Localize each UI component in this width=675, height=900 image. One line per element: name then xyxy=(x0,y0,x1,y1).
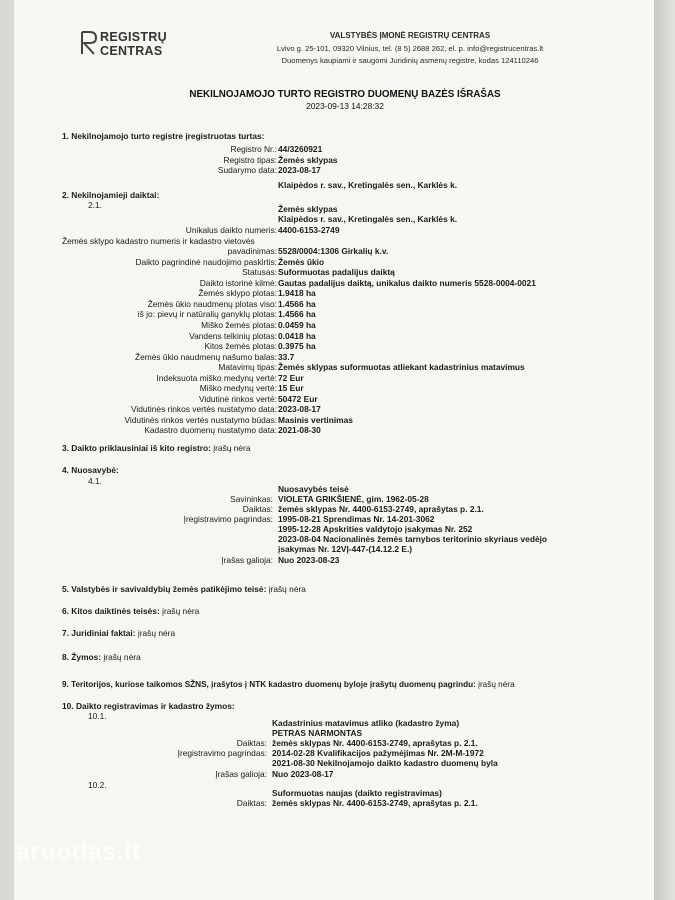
s1-value: 2023-08-17 xyxy=(278,165,321,176)
s4-basis-3: 2023-08-04 Nacionalinės žemės tarnybos teritorinio skyriaus vedėjo xyxy=(278,534,548,544)
s10-2-thing: žemės sklypas Nr. 4400-6153-2749, aprašytas p. 2.1. xyxy=(272,798,478,808)
header-address: Lvivo g. 25-101, 09320 Vilnius, tel. (8 5) 2688 262, el. p. info@registrucentras.lt xyxy=(276,44,544,53)
s10-1-valid-label: Įrašas galioja: xyxy=(215,769,267,779)
section-7-heading: 7. Juridiniai faktai: xyxy=(62,628,136,638)
s1-label: Registro tipas: xyxy=(223,154,277,165)
s2-label: Miško žemės plotas: xyxy=(201,319,277,330)
s2-label: Žemės ūkio naudmenų plotas viso: xyxy=(147,298,277,309)
s4-item-number: 4.1. xyxy=(88,476,102,486)
section-4-heading: 4. Nuosavybė: xyxy=(62,465,119,475)
s10-1-valid: Nuo 2023-08-17 xyxy=(272,769,334,779)
s2-address: Klaipėdos r. sav., Kretingalės sen., Karklės k. xyxy=(278,214,458,224)
s2-label: iš jo: pievų ir natūralių ganyklų plotas: xyxy=(137,309,277,320)
s4-owner: VIOLETA GRIKŠIENĖ, gim. 1962-05-28 xyxy=(278,494,429,504)
s2-label: Statusas: xyxy=(242,267,277,278)
s2-value: Gautas padalijus daiktą, unikalus daikto numeris 5528-0004-0021 xyxy=(278,277,536,288)
s4-owner-label: Savininkas: xyxy=(230,494,273,504)
s10-2-thing-label: Daiktas: xyxy=(236,798,267,808)
section-3-value: įrašų nėra xyxy=(213,443,251,453)
section-10-heading: 10. Daikto registravimas ir kadastro žymos: xyxy=(62,701,235,711)
s2-label: pavadinimas: xyxy=(227,246,277,257)
s10-2-number: 10.2. xyxy=(88,780,107,790)
s2-value: Masinis vertinimas xyxy=(278,414,353,425)
s2-value: 0.0459 ha xyxy=(278,319,316,330)
s2-label: Unikalus daikto numeris: xyxy=(185,225,277,235)
s2-label: Vidutinės rinkos vertės nustatymo būdas: xyxy=(124,414,277,425)
s2-label: Vidutinė rinkos vertė: xyxy=(198,393,277,404)
s2-value: 15 Eur xyxy=(278,383,304,394)
section-6-value: įrašų nėra xyxy=(162,606,200,616)
s2-value: Žemės sklypas suformuotas atliekant kadastrinius matavimus xyxy=(278,362,525,373)
s2-value: 72 Eur xyxy=(278,372,304,383)
s2-value: 1.4566 ha xyxy=(278,309,316,320)
section-8 xyxy=(62,652,141,662)
s2-value: 2023-08-17 xyxy=(278,404,321,415)
s10-1-thing: žemės sklypas Nr. 4400-6153-2749, aprašytas p. 2.1. xyxy=(272,738,478,748)
s2-label: Žemės sklypo kadastro numeris ir kadastro vietovės xyxy=(62,235,255,246)
s2-value: 4400-6153-2749 xyxy=(278,225,340,235)
section-7-value: įrašų nėra xyxy=(137,628,176,638)
section-6 xyxy=(62,606,199,616)
s10-2-line1: Suformuotas naujas (daikto registravimas) xyxy=(272,788,442,798)
section-7 xyxy=(62,628,175,638)
s2-label: Indeksuota miško medynų vertė: xyxy=(156,372,277,383)
s1-label: Sudarymo data: xyxy=(217,165,277,176)
s4-right: Nuosavybės teisė xyxy=(278,484,349,494)
s4-basis-1: 1995-08-21 Sprendimas Nr. 14-201-3062 xyxy=(278,514,435,524)
s2-label: Vidutinės rinkos vertės nustatymo data: xyxy=(130,404,277,415)
s2-item-number: 2.1. xyxy=(88,200,102,210)
section-5-value: įrašų nėra xyxy=(268,584,306,594)
section-8-value: įrašų nėra xyxy=(103,652,141,662)
section-5-heading: 5. Valstybės ir savivaldybių žemės patikėjimo teisė: xyxy=(62,584,267,594)
document-date: 2023-09-13 14:28:32 xyxy=(306,101,384,111)
s10-1-basis-2: 2021-08-30 Nekilnojamojo daikto kadastro duomenų byla xyxy=(272,758,498,768)
s10-1-line2: PETRAS NARMONTAS xyxy=(272,728,363,738)
s2-value: Žemės ūkio xyxy=(278,256,325,267)
page-edge xyxy=(654,0,675,900)
s4-basis-label: Įregistravimo pagrindas: xyxy=(183,514,273,524)
s1-address: Klaipėdos r. sav., Kretingalės sen., Karklės k. xyxy=(278,180,458,190)
logo-line-1: REGISTRŲ xyxy=(100,30,167,44)
section-9-value: įrašų nėra xyxy=(478,680,515,689)
s2-label: Vandens telkinių plotas: xyxy=(189,330,277,341)
s2-label: Žemės sklypo plotas: xyxy=(198,288,277,299)
section-6-heading: 6. Kitos daiktinės teisės: xyxy=(62,606,160,616)
s10-1-number: 10.1. xyxy=(88,711,107,721)
s2-value: 33.7 xyxy=(278,351,295,362)
s4-thing-label: Daiktas: xyxy=(242,504,273,514)
s4-basis-2: 1995-12-28 Apskrities valdytojo įsakymas Nr. 252 xyxy=(278,524,473,534)
s2-value: 0.3975 ha xyxy=(278,341,316,352)
s4-valid: Nuo 2023-08-23 xyxy=(278,555,340,565)
s2-value: 0.0418 ha xyxy=(278,330,316,341)
s2-value: 2021-08-30 xyxy=(278,425,321,436)
logo-line-2: CENTRAS xyxy=(100,44,163,58)
s10-1-line1: Kadastrinius matavimus atliko (kadastro žyma) xyxy=(272,718,460,728)
s2-label: Daikto istorinė kilmė: xyxy=(199,277,277,288)
s2-value: 5528/0004:1306 Girkalių k.v. xyxy=(278,246,389,257)
s2-label: Žemės ūkio naudmenų našumo balas: xyxy=(135,351,277,362)
s2-label: Kitos žemės plotas: xyxy=(204,341,277,352)
s1-value: 44/3260921 xyxy=(278,144,323,154)
s4-basis-4: įsakymas Nr. 12VĮ-447-(14.12.2 E.) xyxy=(278,544,413,554)
header-org: VALSTYBĖS ĮMONĖ REGISTRŲ CENTRAS xyxy=(329,31,491,40)
s1-value: Žemės sklypas xyxy=(278,154,338,165)
header-note: Duomenys kaupiami ir saugomi Juridinių asmenų registre, kodas 124110246 xyxy=(281,56,539,65)
s2-label: Kadastro duomenų nustatymo data: xyxy=(144,425,277,436)
s10-1-basis-label: Įregistravimo pagrindas: xyxy=(177,748,267,758)
document-title: NEKILNOJAMOJO TURTO REGISTRO DUOMENŲ BAZĖS IŠRAŠAS xyxy=(189,89,501,100)
s2-value: 1.9418 ha xyxy=(278,288,316,299)
aruodas-watermark: aruodas.lt xyxy=(16,838,141,866)
section-5 xyxy=(62,584,306,594)
section-8-heading: 8. Žymos: xyxy=(62,652,102,662)
section-9-heading: 9. Teritorijos, kuriose taikomos SŽNS, įrašytos į NTK kadastro duomenų byloje įrašytų duomenų pagrindu: xyxy=(62,680,476,689)
s2-value: Suformuotas padalijus daiktą xyxy=(278,267,395,278)
section-3 xyxy=(62,443,251,453)
s4-thing: žemės sklypas Nr. 4400-6153-2749, aprašytas p. 2.1. xyxy=(278,504,484,514)
s10-1-thing-label: Daiktas: xyxy=(236,738,267,748)
s10-1-basis-1: 2014-02-28 Kvalifikacijos pažymėjimas Nr. 2M-M-1972 xyxy=(272,748,484,758)
s2-label: Miško medynų vertė: xyxy=(199,383,277,394)
s2-value: 50472 Eur xyxy=(278,393,318,404)
s1-label: Registro Nr.: xyxy=(230,144,277,154)
section-9 xyxy=(62,680,515,690)
section-1-heading: 1. Nekilnojamojo turto registre įregistruotas turtas: xyxy=(62,131,265,141)
section-3-heading: 3. Daikto priklausiniai iš kito registro: xyxy=(62,443,211,453)
s2-object: Žemės sklypas xyxy=(278,204,338,214)
section-2-heading: 2. Nekilnojamieji daiktai: xyxy=(62,190,160,200)
s2-value: 1.4566 ha xyxy=(278,298,316,309)
s2-label: Matavimų tipas: xyxy=(218,362,277,373)
s2-label: Daikto pagrindinė naudojimo paskirtis: xyxy=(135,256,277,267)
registru-centras-logo-icon xyxy=(78,30,98,56)
s4-valid-label: Įrašas galioja: xyxy=(221,555,273,565)
